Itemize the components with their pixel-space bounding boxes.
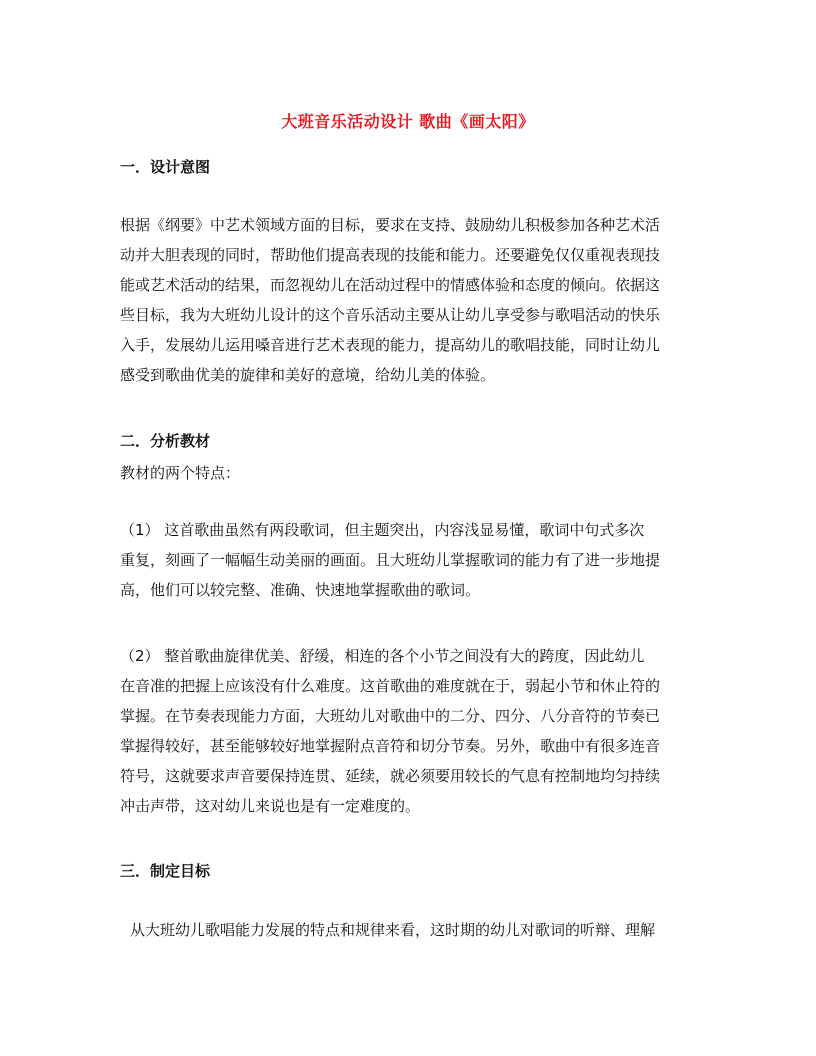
text-line: 高，他们可以较完整、准确、快速地掌握歌曲的歌词。 bbox=[120, 581, 481, 599]
text-line: 能或艺术活动的结果，而忽视幼儿在活动过程中的情感体验和态度的倾向。依据这 bbox=[120, 276, 661, 294]
text-line: 教材的两个特点： bbox=[120, 464, 241, 482]
paragraph-feature-2 bbox=[120, 641, 700, 821]
text-line: （2） 整首歌曲旋律优美、舒缓，相连的各个小节之间没有大的跨度，因此幼儿 bbox=[120, 647, 645, 665]
text-line: 从大班幼儿歌唱能力发展的特点和规律来看，这时期的幼儿对歌词的听辩、理解 bbox=[130, 921, 656, 939]
section-heading-design-intent: 一．设计意图 bbox=[120, 158, 211, 176]
document-title: 大班音乐活动设计 歌曲《画太阳》 bbox=[281, 112, 535, 131]
text-line: 掌握得较好，甚至能够较好地掌握附点音符和切分节奏。另外，歌曲中有很多连音 bbox=[120, 737, 661, 755]
text-line: 符号，这就要求声音要保持连贯、延续，就必须要用较长的气息有控制地均匀持续 bbox=[120, 767, 661, 785]
paragraph-feature-1 bbox=[120, 515, 700, 605]
text-line: 入手，发展幼儿运用嗓音进行艺术表现的能力，提高幼儿的歌唱技能，同时让幼儿 bbox=[120, 336, 661, 354]
text-line: （1） 这首歌曲虽然有两段歌词，但主题突出，内容浅显易懂，歌词中句式多次 bbox=[120, 521, 645, 539]
text-line: 根据《纲要》中艺术领域方面的目标，要求在支持、鼓励幼儿积极参加各种艺术活 bbox=[120, 216, 661, 234]
paragraph-objectives bbox=[120, 915, 700, 945]
text-line: 动并大胆表现的同时，帮助他们提高表现的技能和能力。还要避免仅仅重视表现技 bbox=[120, 246, 661, 264]
text-line: 重复，刻画了一幅幅生动美丽的画面。且大班幼儿掌握歌词的能力有了进一步地提 bbox=[120, 551, 661, 569]
text-line: 感受到歌曲优美的旋律和美好的意境，给幼儿美的体验。 bbox=[120, 366, 496, 384]
text-line: 些目标，我为大班幼儿设计的这个音乐活动主要从让幼儿享受参与歌唱活动的快乐 bbox=[120, 306, 661, 324]
paragraph-analysis-intro bbox=[120, 458, 700, 488]
section-heading-analysis: 二．分析教材 bbox=[120, 432, 211, 450]
section-heading-objectives: 三．制定目标 bbox=[120, 862, 211, 880]
text-line: 冲击声带，这对幼儿来说也是有一定难度的。 bbox=[120, 797, 421, 815]
text-line: 在音准的把握上应该没有什么难度。这首歌曲的难度就在于，弱起小节和休止符的 bbox=[120, 677, 661, 695]
text-line: 掌握。在节奏表现能力方面，大班幼儿对歌曲中的二分、四分、八分音符的节奏已 bbox=[120, 707, 661, 725]
paragraph-design-intent bbox=[120, 210, 700, 390]
